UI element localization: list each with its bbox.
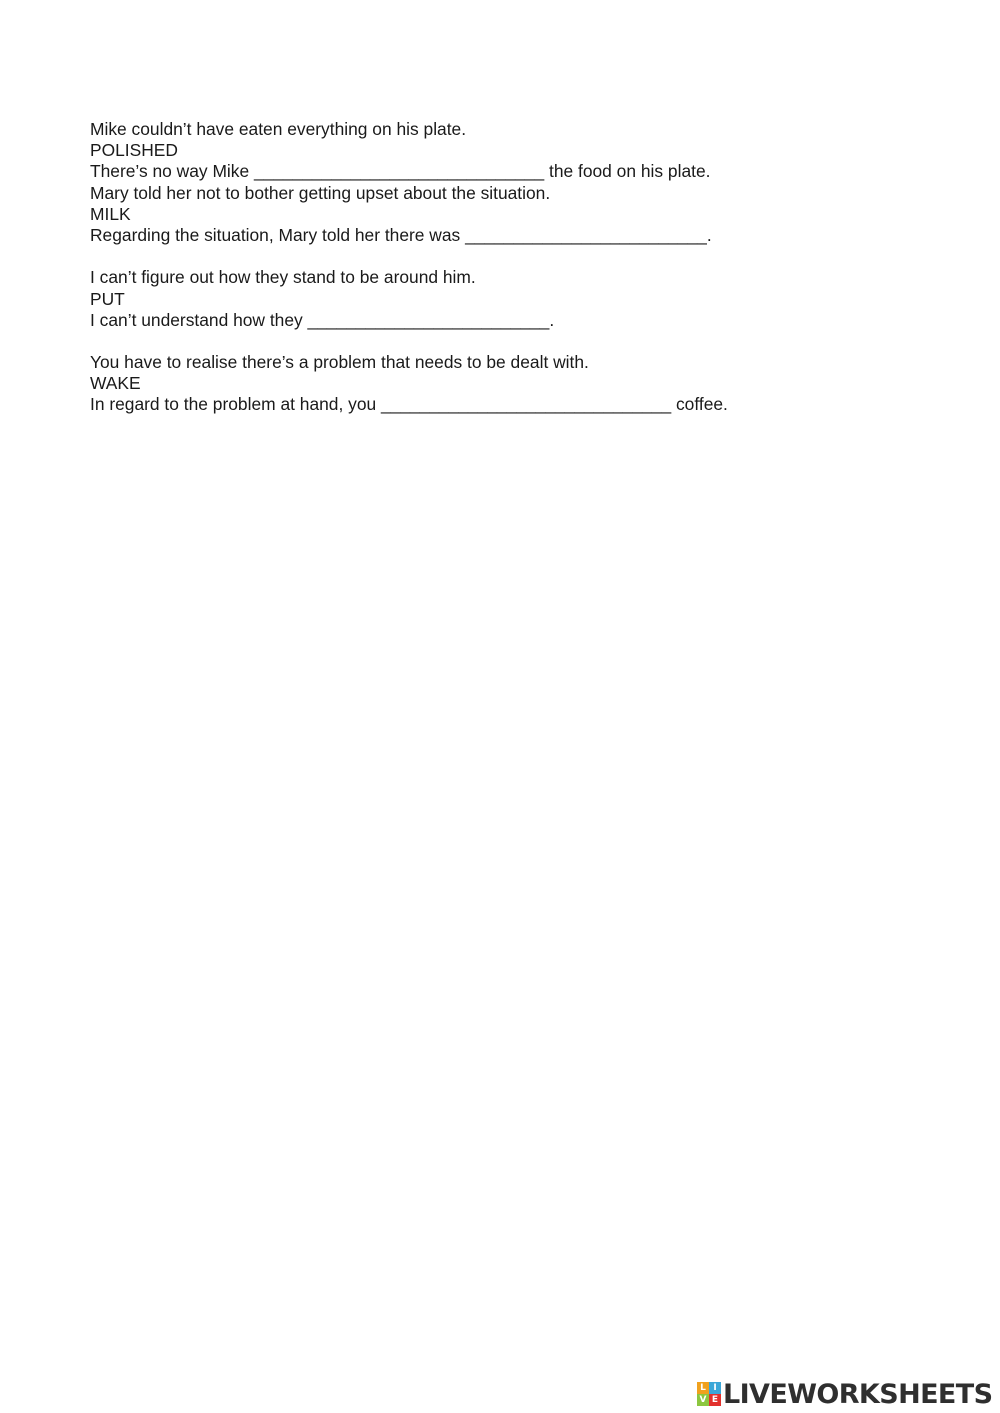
exercise-1-original: Mike couldn’t have eaten everything on his plate.: [90, 119, 467, 139]
exercise-2-rewrite-end: .: [706, 224, 712, 245]
exercise-2-rewrite: [90, 225, 950, 246]
exercise-3-rewrite-start: I can’t understand how they: [90, 309, 308, 330]
exercise-4-keyword: WAKE: [90, 373, 141, 394]
exercise-2-original: Mary told her not to bother getting upset about the situation.: [90, 182, 551, 203]
exercise-3-original: I can’t figure out how they stand to be around him.: [90, 267, 476, 288]
exercise-3-rewrite: [90, 310, 950, 331]
exercise-4-rewrite-end: coffee.: [671, 394, 728, 415]
exercise-4-answer-blank[interactable]: ______________________________: [381, 394, 672, 415]
exercise-4-original: You have to realise there’s a problem that needs to be dealt with.: [90, 352, 589, 373]
logo-mark-letter-e: E: [709, 1394, 721, 1406]
exercise-3-keyword: PUT: [90, 288, 125, 309]
exercise-3-rewrite-end: .: [549, 309, 555, 330]
exercise-2-rewrite-start: Regarding the situation, Mary told her there was: [90, 224, 466, 245]
exercise-4-rewrite-start: In regard to the problem at hand, you: [90, 394, 381, 415]
worksheet-content: [90, 119, 950, 416]
exercise-1-rewrite: [90, 161, 950, 182]
liveworksheets-logo: [697, 1378, 992, 1410]
liveworksheets-logo-icon: [697, 1382, 721, 1406]
spacer: [90, 331, 950, 352]
exercise-1-rewrite-start: There’s no way Mike: [90, 161, 254, 182]
spacer: [90, 246, 950, 267]
exercise-2-keyword: MILK: [90, 203, 131, 224]
logo-mark-letter-l: L: [697, 1382, 709, 1394]
logo-mark-letter-v: V: [697, 1394, 709, 1406]
exercise-3-answer-blank[interactable]: _________________________: [307, 309, 550, 330]
exercise-2-answer-blank[interactable]: _________________________: [465, 224, 707, 245]
exercise-4-rewrite: [90, 394, 950, 415]
logo-wordmark: LIVEWORKSHEETS: [723, 1378, 993, 1410]
logo-mark-letter-i: I: [709, 1382, 721, 1394]
exercise-1-answer-blank[interactable]: ______________________________: [254, 161, 545, 182]
exercise-1-keyword: POLISHED: [90, 140, 178, 161]
exercise-1-rewrite-end: the food on his plate.: [544, 161, 711, 182]
